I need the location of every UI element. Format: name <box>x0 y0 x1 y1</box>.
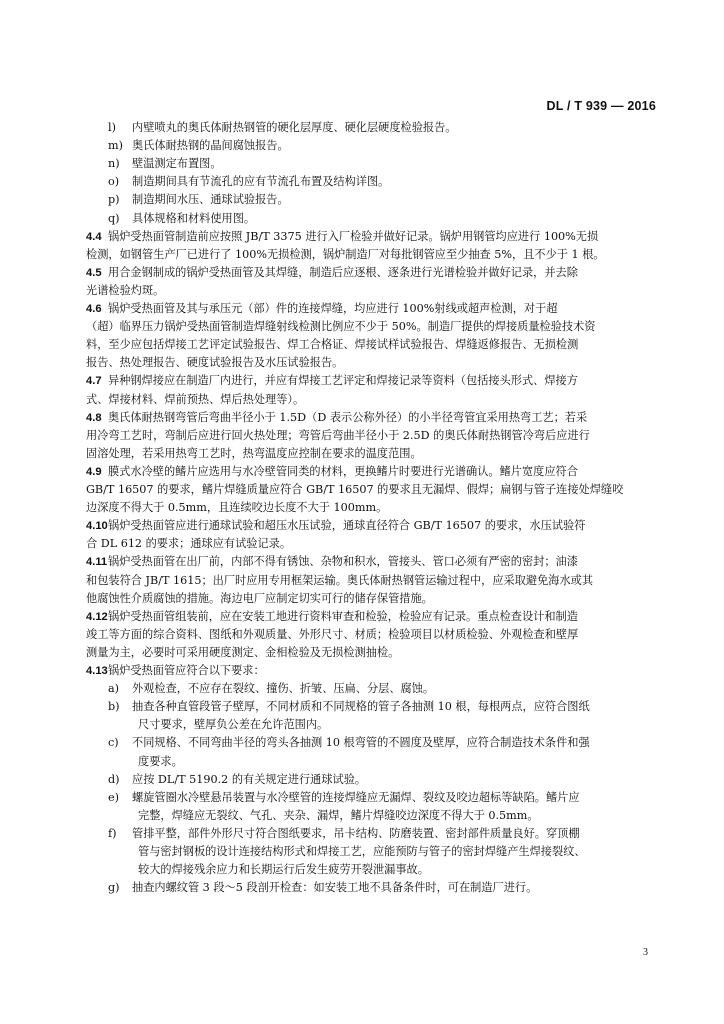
line-text: 不同规格、不同弯曲半径的弯头各抽测 10 根弯管的不圆度及壁厚，应符合制造技术条件和强 <box>132 736 590 750</box>
list-marker: d) <box>108 772 120 786</box>
line-text: 合 DL 612 的要求；通球应有试验记录。 <box>86 537 292 551</box>
line-text: 抽查各种直管段管子壁厚，不同材质和不同规格的管子各抽测 10 根，每根两点，应符合图纸 <box>132 700 590 714</box>
line-text: 报告、热处理报告、硬度试验报告及水压试验报告。 <box>86 356 344 370</box>
line-text: 较大的焊接残余应力和长期运行后发生疲劳开裂泄漏事故。 <box>138 863 429 877</box>
line-text: 竣工等方面的综合资料、图纸和外观质量、外形尺寸、材质；检验项目以材质检验、外观检查和壁厚 <box>86 627 579 641</box>
line-text: 光谱检验灼斑。 <box>86 283 165 297</box>
line-text: 固溶处理，若采用热弯工艺时，热弯温度应控制在要求的温度范围。 <box>86 446 422 460</box>
section-number: 4.6 <box>86 303 102 315</box>
line-text: 抽查内螺纹管 3 段～5 段剖开检查：如安装工地不具备条件时，可在制造厂进行。 <box>132 881 538 895</box>
line-text: 异种钢焊接应在制造厂内进行，并应有焊接工艺评定和焊接记录等资料（包括接头形式、焊接方 <box>108 374 578 388</box>
line-text: 锅炉受热面管应符合以下要求： <box>108 664 265 677</box>
list-marker: n) <box>108 157 120 171</box>
line-text: 用冷弯工艺时，弯制后应进行回火热处理；弯管后弯曲半径小于 2.5D 的奥氏体耐热钢管冷弯后应进行 <box>86 428 590 442</box>
list-marker: f) <box>108 826 117 840</box>
list-marker: b) <box>108 700 120 714</box>
list-marker: e) <box>108 790 119 804</box>
line-text: 管与密封钢板的设计连接结构形式和焊接工艺，应能预防与管子的密封焊缝产生焊接裂纹、 <box>138 845 586 858</box>
line-text: 用合金钢制成的锅炉受热面管及其焊缝，制造后应逐根、逐条进行光谱检验并做好记录，并去除 <box>108 265 578 279</box>
line-text: 锅炉受热面管及其与承压元（部）件的连接焊缝，均应进行 100%射线或超声检测，对于超 <box>108 302 558 315</box>
line-text: 内壁喷丸的奥氏体耐热钢管的硬化层厚度、硬化层硬度检验报告。 <box>132 121 457 134</box>
list-marker: p) <box>108 193 120 207</box>
line-text: （超）临界压力锅炉受热面管制造焊缝射线检测比例应不少于 50%。制造厂提供的焊接质量检验技术资 <box>86 320 596 334</box>
line-text: 锅炉受热面管制造前应按照 JB/T 3375 进行入厂检验并做好记录。锅炉用钢管均应进行 100%无损 <box>108 229 599 243</box>
line-text: 螺旋管圈水冷壁悬吊装置与水冷壁管的连接焊缝应无漏焊、裂纹及咬边超标等缺陷。鳍片应 <box>132 790 580 804</box>
line-text: GB/T 16507 的要求，鳍片焊缝质量应符合 GB/T 16507 的要求且无漏焊、假焊；扁钢与管子连接处焊缝咬 <box>86 483 624 496</box>
list-marker: o) <box>108 175 120 189</box>
list-marker: c) <box>108 736 119 750</box>
list-marker: g) <box>108 881 120 895</box>
line-text: 边深度不得大于 0.5mm，且连续咬边长度不大于 100mm。 <box>86 501 388 515</box>
line-text: 检测，如钢管生产厂已进行了 100%无损检测，锅炉制造厂对每批钢管应至少抽查 5%，且不少于 1 根。 <box>86 247 605 261</box>
line-text: 应按 DL/T 5190.2 的有关规定进行通球试验。 <box>132 772 367 786</box>
document-id-header: DL / T 939 — 2016 <box>546 99 656 113</box>
section-number: 4.5 <box>86 266 102 279</box>
line-text: 尺寸要求，壁厚负公差在允许范围内。 <box>138 718 329 732</box>
line-text: 和包装符合 JB/T 1615；出厂时应用专用框架运输。奥氏体耐热钢管运输过程中，应采取避免海水或其 <box>86 573 594 587</box>
section-number: 4.13 <box>86 665 108 677</box>
line-text: 具体规格和材料使用图。 <box>132 211 256 225</box>
line-text: 管排平整，部件外形尺寸符合图纸要求，吊卡结构、防磨装置、密封部件质量良好。穿顶棚 <box>132 826 580 840</box>
line-text: 外观检查，不应存在裂纹、撞伤、折皱、压扁、分层、腐蚀。 <box>132 682 435 696</box>
line-text: 完整，焊缝应无裂纹、气孔、夹杂、漏焊，鳍片焊缝咬边深度不得大于 0.5mm。 <box>138 808 539 822</box>
section-number: 4.10 <box>86 520 108 533</box>
list-marker: q) <box>108 211 120 225</box>
section-number: 4.7 <box>86 375 102 388</box>
line-text: 料，至少应包括焊接工艺评定试验报告、焊工合格证、焊接试样试验报告、焊缝返修报告、无损检测 <box>86 338 579 352</box>
line-text: 奥氏体耐热钢的晶间腐蚀报告。 <box>132 139 289 153</box>
line-text: 制造期间具有节流孔的应有节流孔布置及结构详图。 <box>132 175 390 189</box>
line-text: 膜式水冷壁的鳍片应选用与水冷壁管同类的材料，更换鳍片时要进行光谱确认。鳍片宽度应符合 <box>108 464 578 478</box>
line-text: 锅炉受热面管组装前，应在安装工地进行资料审查和检验，检验应有记录。重点检查设计和制造 <box>108 609 578 623</box>
section-number: 4.4 <box>86 230 102 243</box>
list-marker: m) <box>108 139 123 153</box>
line-text: 锅炉受热面管在出厂前，内部不得有锈蚀、杂物和积水，管接头、管口必须有严密的密封；油漆 <box>108 555 578 569</box>
line-text: 制造期间水压、通球试验报告。 <box>132 193 289 207</box>
line-text: 他腐蚀性介质腐蚀的措施。海边电厂应制定切实可行的储存保管措施。 <box>86 591 433 605</box>
line-text: 式、焊接材料、焊前预热、焊后热处理等）。 <box>86 392 305 406</box>
line-text: 测量为主，必要时可采用硬度测定、金相检验及无损检测抽检。 <box>86 645 400 659</box>
section-number: 4.11 <box>86 556 108 569</box>
list-marker: l) <box>108 121 116 134</box>
section-number: 4.9 <box>86 465 102 478</box>
page-number: 3 <box>643 947 648 958</box>
line-text: 奥氏体耐热钢弯管后弯曲半径小于 1.5D（D 表示公称外径）的小半径弯管宜采用热弯工艺；若采 <box>108 410 588 424</box>
list-marker: a) <box>108 682 120 696</box>
line-text: 锅炉受热面管应进行通球试验和超压水压试验，通球直径符合 GB/T 16507 的要求，水压试验符 <box>108 519 586 533</box>
section-number: 4.8 <box>86 411 102 424</box>
section-number: 4.12 <box>86 610 108 623</box>
line-text: 壁温测定布置图。 <box>132 157 222 171</box>
line-text: 度要求。 <box>138 754 183 768</box>
